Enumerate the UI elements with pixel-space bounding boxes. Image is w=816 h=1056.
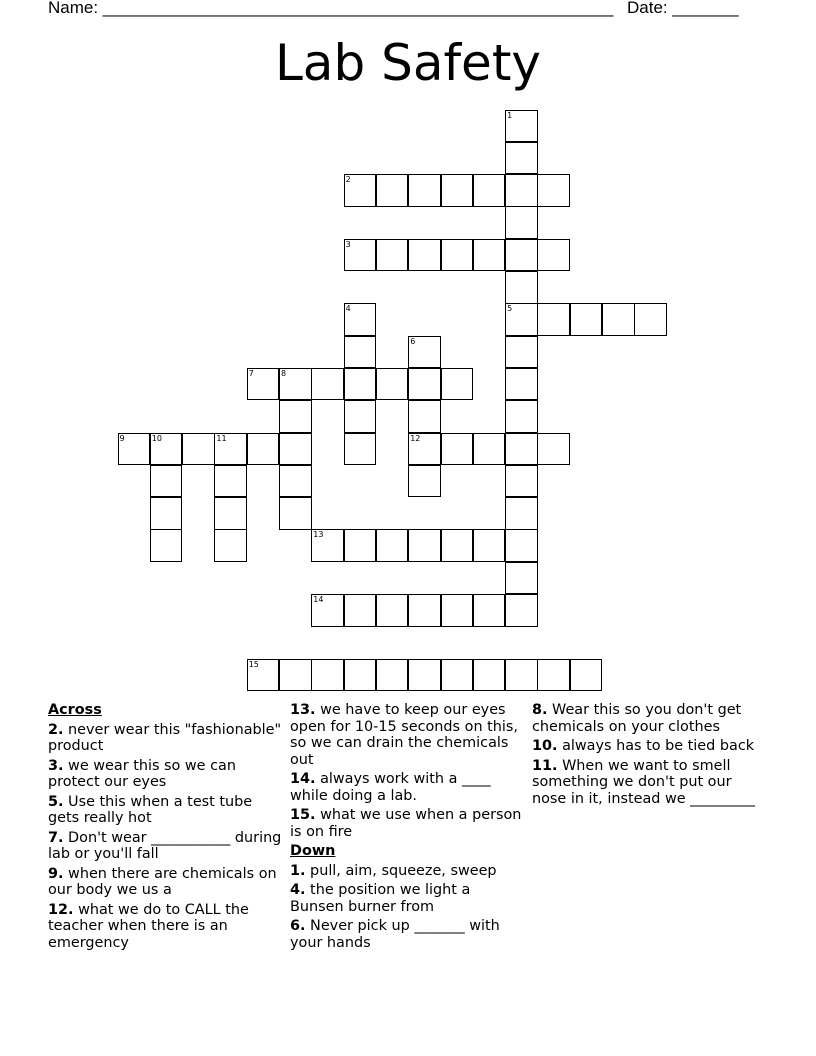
date-field-label: Date: _______	[627, 0, 739, 17]
clue-item	[290, 882, 526, 915]
crossword-cell[interactable]	[247, 659, 280, 692]
clue-item-number: 4.	[290, 882, 306, 898]
clue-number: 9	[119, 433, 125, 443]
clue-number: 3	[345, 239, 351, 249]
crossword-cell[interactable]	[214, 433, 247, 466]
clue-item	[290, 771, 526, 804]
crossword-cell[interactable]	[344, 529, 377, 562]
crossword-cell[interactable]	[505, 174, 538, 207]
crossword-cell[interactable]	[441, 594, 474, 627]
clue-item-number: 5.	[48, 793, 64, 810]
crossword-cell[interactable]	[279, 465, 312, 498]
clue-item	[48, 794, 284, 827]
clue-item	[532, 702, 768, 735]
crossword-cell[interactable]	[505, 110, 538, 143]
crossword-cell[interactable]	[408, 465, 441, 498]
clue-item-text: the position we light a Bunsen burner from	[290, 882, 471, 915]
crossword-cell[interactable]	[279, 368, 312, 401]
clue-item-text: pull, aim, squeeze, sweep	[305, 862, 497, 879]
crossword-cell[interactable]	[376, 529, 409, 562]
clue-item-text: always has to be tied back	[557, 738, 755, 754]
crossword-cell[interactable]	[279, 497, 312, 530]
clue-number: 7	[248, 368, 254, 378]
page-title: Lab Safety	[274, 34, 542, 92]
crossword-cell[interactable]	[182, 433, 215, 466]
clue-item-text: when there are chemicals on our body we us a	[48, 865, 277, 898]
crossword-cell[interactable]	[505, 465, 538, 498]
clue-number: 12	[410, 433, 421, 443]
clue-item	[48, 722, 284, 755]
clue-item-text: Wear this so you don't get chemicals on your clothes	[532, 702, 742, 735]
clue-item	[290, 807, 526, 840]
clue-item-number: 12.	[48, 901, 74, 918]
clue-item-number: 14.	[290, 771, 316, 787]
crossword-cell[interactable]	[505, 271, 538, 304]
clue-item	[290, 863, 526, 880]
crossword-cell[interactable]	[214, 529, 247, 562]
crossword-cell[interactable]	[247, 433, 280, 466]
crossword-cell[interactable]	[118, 433, 151, 466]
clue-item-number: 6.	[290, 918, 306, 934]
clue-item-text: we have to keep our eyes open for 10-15 seconds on this, so we can drain the chemicals out	[290, 702, 518, 768]
crossword-cell[interactable]	[279, 433, 312, 466]
crossword-cell[interactable]	[311, 529, 344, 562]
crossword-cell[interactable]	[537, 433, 570, 466]
clue-item-number: 7.	[48, 829, 64, 846]
clue-number: 10	[151, 433, 162, 443]
crossword-cell[interactable]	[473, 239, 506, 272]
crossword-cell[interactable]	[570, 303, 603, 336]
crossword-cell[interactable]	[505, 562, 538, 595]
crossword-cell[interactable]	[505, 529, 538, 562]
crossword-cell[interactable]	[505, 336, 538, 369]
crossword-cell[interactable]	[473, 433, 506, 466]
crossword-cell[interactable]	[473, 529, 506, 562]
clue-item-text: never wear this "fashionable" product	[48, 721, 282, 754]
clue-item-number: 2.	[48, 721, 64, 738]
clue-item	[532, 738, 768, 755]
crossword-cell[interactable]	[537, 659, 570, 692]
crossword-cell[interactable]	[344, 239, 377, 272]
crossword-cell[interactable]	[408, 174, 441, 207]
clue-item-number: 9.	[48, 865, 64, 882]
crossword-cell[interactable]	[473, 174, 506, 207]
crossword-cell[interactable]	[505, 497, 538, 530]
clue-number: 2	[345, 175, 351, 185]
crossword-cell[interactable]	[537, 174, 570, 207]
clue-item-number: 15.	[290, 807, 316, 823]
across-clue-list	[48, 722, 284, 952]
crossword-cell[interactable]	[376, 368, 409, 401]
clue-item	[290, 918, 526, 951]
clue-number: 4	[345, 304, 351, 314]
clue-item	[290, 702, 526, 768]
crossword-cell[interactable]	[441, 368, 474, 401]
crossword-cell[interactable]	[505, 142, 538, 175]
clue-item-text: always work with a ____ while doing a lab.	[290, 771, 491, 804]
crossword-cell[interactable]	[344, 594, 377, 627]
crossword-cell[interactable]	[247, 368, 280, 401]
clue-item	[48, 830, 284, 863]
crossword-cell[interactable]	[344, 400, 377, 433]
crossword-cell[interactable]	[505, 239, 538, 272]
crossword-cell[interactable]	[279, 659, 312, 692]
clue-item-text: we wear this so we can protect our eyes	[48, 757, 236, 790]
crossword-cell[interactable]	[344, 336, 377, 369]
clues-column-1	[48, 702, 284, 954]
clue-number: 15	[248, 659, 259, 669]
crossword-cell[interactable]	[505, 206, 538, 239]
clue-item-number: 13.	[290, 702, 316, 718]
crossword-cell[interactable]	[408, 400, 441, 433]
clue-item-text: Use this when a test tube gets really hot	[48, 793, 253, 826]
crossword-cell[interactable]	[441, 529, 474, 562]
crossword-cell[interactable]	[408, 659, 441, 692]
crossword-cell[interactable]	[505, 433, 538, 466]
clue-item	[48, 902, 284, 952]
crossword-cell[interactable]	[408, 433, 441, 466]
crossword-cell[interactable]	[376, 594, 409, 627]
crossword-cell[interactable]	[150, 497, 183, 530]
clue-item	[48, 758, 284, 791]
crossword-cell[interactable]	[376, 659, 409, 692]
crossword-cell[interactable]	[344, 659, 377, 692]
clue-item	[532, 758, 768, 808]
clues-column-3	[532, 702, 768, 810]
clue-item-text: Don't wear ___________ during lab or you'll fall	[48, 829, 282, 862]
down-heading: Down	[290, 843, 336, 859]
crossword-cell[interactable]	[408, 239, 441, 272]
clue-number: 13	[313, 530, 324, 540]
crossword-cell[interactable]	[344, 303, 377, 336]
crossword-cell[interactable]	[537, 239, 570, 272]
crossword-cell[interactable]	[602, 303, 635, 336]
name-field-label: Name: ______________________________________________________	[48, 0, 614, 17]
crossword-cell[interactable]	[150, 529, 183, 562]
clue-item-number: 1.	[290, 862, 306, 879]
crossword-cell[interactable]	[441, 239, 474, 272]
crossword-cell[interactable]	[150, 433, 183, 466]
clue-number: 5	[507, 304, 513, 314]
clue-number: 14	[313, 595, 324, 604]
down-clue-list-continued	[532, 702, 768, 807]
crossword-cell[interactable]	[505, 368, 538, 401]
clue-item-number: 3.	[48, 757, 64, 774]
clue-item-text: When we want to smell something we don't put our nose in it, instead we _________	[532, 757, 755, 807]
crossword-cell[interactable]	[376, 239, 409, 272]
crossword-cell[interactable]	[214, 465, 247, 498]
crossword-cell[interactable]	[441, 433, 474, 466]
clue-item-text: Never pick up _______ with your hands	[290, 918, 500, 951]
crossword-cell[interactable]	[505, 659, 538, 692]
clue-number: 6	[410, 336, 416, 346]
crossword-cell[interactable]	[311, 594, 344, 627]
crossword-cell[interactable]	[570, 659, 603, 692]
crossword-cell[interactable]	[344, 433, 377, 466]
crossword-cell[interactable]	[537, 303, 570, 336]
crossword-cell[interactable]	[408, 336, 441, 369]
crossword-cell[interactable]	[634, 303, 667, 336]
crossword-cell[interactable]	[505, 303, 538, 336]
crossword-cell[interactable]	[344, 368, 377, 401]
clue-item-text: what we use when a person is on fire	[290, 807, 522, 840]
clue-item	[48, 866, 284, 899]
clue-item-number: 10.	[532, 738, 558, 754]
crossword-cell[interactable]	[408, 529, 441, 562]
crossword-cell[interactable]	[473, 594, 506, 627]
crossword-cell[interactable]	[214, 497, 247, 530]
clue-item-number: 8.	[532, 702, 548, 718]
crossword-cell[interactable]	[505, 400, 538, 433]
crossword-cell[interactable]	[473, 659, 506, 692]
crossword-cell[interactable]	[441, 659, 474, 692]
across-clue-list-continued	[290, 702, 526, 840]
crossword-cell[interactable]	[279, 400, 312, 433]
clue-item-number: 11.	[532, 757, 558, 774]
crossword-cell[interactable]	[505, 594, 538, 627]
down-clue-list	[290, 863, 526, 952]
clue-number: 11	[216, 433, 227, 443]
crossword-cell[interactable]	[408, 368, 441, 401]
crossword-cell[interactable]	[376, 174, 409, 207]
crossword-cell[interactable]	[311, 368, 344, 401]
clue-item-text: what we do to CALL the teacher when there is an emergency	[48, 901, 249, 951]
crossword-cell[interactable]	[311, 659, 344, 692]
clues-column-2	[290, 702, 526, 954]
crossword-cell[interactable]	[408, 594, 441, 627]
crossword-cell[interactable]	[150, 465, 183, 498]
clue-number: 8	[281, 368, 287, 378]
across-heading: Across	[48, 702, 102, 718]
crossword-cell[interactable]	[441, 174, 474, 207]
crossword-cell[interactable]	[344, 174, 377, 207]
clue-number: 1	[507, 110, 513, 120]
